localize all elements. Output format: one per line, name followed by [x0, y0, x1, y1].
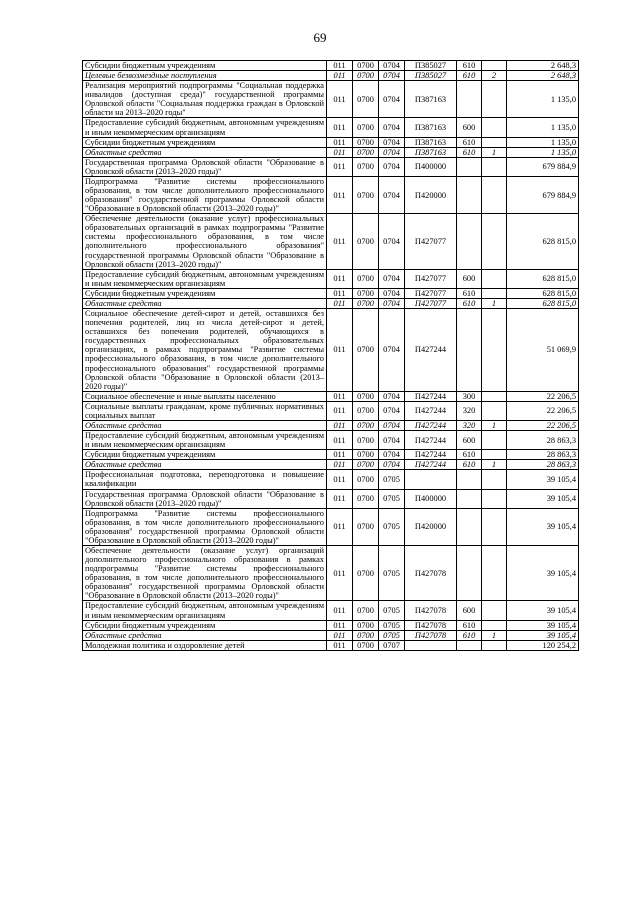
subsection-code-cell: 0704 [379, 401, 405, 420]
row-name-cell: Субсидии бюджетным учреждениям [83, 61, 327, 71]
section-code-cell: 0700 [353, 601, 379, 620]
funding-source-cell: 1 [482, 298, 507, 308]
subsection-code-cell: 0704 [379, 298, 405, 308]
funding-source-cell [482, 214, 507, 269]
target-article-cell: П427077 [405, 298, 457, 308]
target-article-cell: П387163 [405, 137, 457, 147]
table-row [83, 508, 579, 545]
amount-cell: 28 863,3 [507, 460, 579, 470]
amount-cell: 28 863,3 [507, 450, 579, 460]
target-article-cell: П387163 [405, 118, 457, 137]
section-code-cell: 0700 [353, 630, 379, 640]
row-name-cell: Предоставление субсидий бюджетным, автономным учреждениям и иным некоммерческим организациям [83, 269, 327, 288]
target-article-cell: П427244 [405, 460, 457, 470]
funding-source-cell [482, 137, 507, 147]
funding-source-cell [482, 489, 507, 508]
expense-type-cell: 610 [457, 61, 482, 71]
subsection-code-cell: 0704 [379, 450, 405, 460]
table-row [83, 545, 579, 600]
expense-type-cell: 320 [457, 420, 482, 430]
section-code-cell: 0700 [353, 288, 379, 298]
section-code-cell: 0700 [353, 157, 379, 176]
expense-type-cell [457, 640, 482, 650]
table-row [83, 431, 579, 450]
funding-source-cell: 1 [482, 420, 507, 430]
section-code-cell: 0700 [353, 81, 379, 118]
row-name-cell: Предоставление субсидий бюджетным, автономным учреждениям и иным некоммерческим организациям [83, 601, 327, 620]
row-name-cell: Целевые безвозмездные поступления [83, 71, 327, 81]
row-name-cell: Подпрограмма "Развитие системы профессионального образования, в том числе дополнительного профессионального образования" государственной программы Орловской области "Образование в Орловской области (2013–2020 годы)" [83, 508, 327, 545]
funding-source-cell [482, 391, 507, 401]
page-number: 69 [313, 30, 327, 45]
table-row [83, 630, 579, 640]
grbs-code-cell: 011 [327, 288, 353, 298]
grbs-code-cell: 011 [327, 61, 353, 71]
row-name-cell: Областные средства [83, 147, 327, 157]
funding-source-cell [482, 620, 507, 630]
table-row [83, 71, 579, 81]
table-row [83, 157, 579, 176]
subsection-code-cell: 0704 [379, 460, 405, 470]
grbs-code-cell: 011 [327, 71, 353, 81]
table-row [83, 137, 579, 147]
table-row [83, 288, 579, 298]
expense-type-cell [457, 81, 482, 118]
table-row [83, 176, 579, 213]
table-row [83, 450, 579, 460]
section-code-cell: 0700 [353, 309, 379, 392]
section-code-cell: 0700 [353, 118, 379, 137]
funding-source-cell [482, 309, 507, 392]
table-row [83, 391, 579, 401]
table-row [83, 309, 579, 392]
table-row [83, 118, 579, 137]
grbs-code-cell: 011 [327, 420, 353, 430]
row-name-cell: Субсидии бюджетным учреждениям [83, 450, 327, 460]
grbs-code-cell: 011 [327, 450, 353, 460]
subsection-code-cell: 0704 [379, 214, 405, 269]
expense-type-cell: 600 [457, 601, 482, 620]
funding-source-cell [482, 288, 507, 298]
row-name-cell: Подпрограмма "Развитие системы профессионального образования, в том числе дополнительного профессионального образования" государственной программы Орловской области "Образование в Орловской области (2013–2020 годы)" [83, 176, 327, 213]
table-row [83, 298, 579, 308]
section-code-cell: 0700 [353, 176, 379, 213]
table-row [83, 81, 579, 118]
expense-type-cell [457, 176, 482, 213]
amount-cell: 1 135,0 [507, 81, 579, 118]
subsection-code-cell: 0704 [379, 147, 405, 157]
expense-type-cell: 610 [457, 620, 482, 630]
target-article-cell: П427244 [405, 401, 457, 420]
subsection-code-cell: 0704 [379, 61, 405, 71]
funding-source-cell [482, 508, 507, 545]
section-code-cell: 0700 [353, 489, 379, 508]
section-code-cell: 0700 [353, 214, 379, 269]
target-article-cell: П385027 [405, 71, 457, 81]
expense-type-cell: 610 [457, 450, 482, 460]
funding-source-cell [482, 401, 507, 420]
target-article-cell: П427077 [405, 214, 457, 269]
row-name-cell: Субсидии бюджетным учреждениям [83, 137, 327, 147]
subsection-code-cell: 0704 [379, 71, 405, 81]
amount-cell: 628 815,0 [507, 298, 579, 308]
section-code-cell: 0700 [353, 269, 379, 288]
expense-type-cell: 610 [457, 137, 482, 147]
expense-type-cell [457, 545, 482, 600]
target-article-cell: П400000 [405, 489, 457, 508]
row-name-cell: Субсидии бюджетным учреждениям [83, 620, 327, 630]
grbs-code-cell: 011 [327, 118, 353, 137]
row-name-cell: Молодежная политика и оздоровление детей [83, 640, 327, 650]
table-row [83, 269, 579, 288]
funding-source-cell: 1 [482, 147, 507, 157]
expense-type-cell [457, 309, 482, 392]
subsection-code-cell: 0705 [379, 545, 405, 600]
section-code-cell: 0700 [353, 401, 379, 420]
amount-cell: 628 815,0 [507, 288, 579, 298]
funding-source-cell [482, 470, 507, 489]
table-row [83, 640, 579, 650]
funding-source-cell [482, 118, 507, 137]
section-code-cell: 0700 [353, 137, 379, 147]
section-code-cell: 0700 [353, 298, 379, 308]
row-name-cell: Обеспечение деятельности (оказание услуг) организаций дополнительного профессионального образования в рамках подпрограммы "Развитие системы профессионального образования, в том числе дополнительного профессионального образования" государственной программы Орловской области "Образование в Орловской области (2013–2020 годы)" [83, 545, 327, 600]
row-name-cell: Обеспечение деятельности (оказание услуг) профессиональных образовательных организаций в рамках подпрограммы "Развитие системы профессионального образования, в том числе дополнительного профессионального образования" государственной программы Орловской области "Образование в Орловской области (2013–2020 годы)" [83, 214, 327, 269]
amount-cell: 39 105,4 [507, 508, 579, 545]
subsection-code-cell: 0707 [379, 640, 405, 650]
section-code-cell: 0700 [353, 450, 379, 460]
target-article-cell: П400000 [405, 157, 457, 176]
expense-type-cell: 610 [457, 288, 482, 298]
grbs-code-cell: 011 [327, 391, 353, 401]
section-code-cell: 0700 [353, 391, 379, 401]
subsection-code-cell: 0704 [379, 420, 405, 430]
target-article-cell: П420000 [405, 176, 457, 213]
subsection-code-cell: 0705 [379, 620, 405, 630]
funding-source-cell [482, 81, 507, 118]
grbs-code-cell: 011 [327, 309, 353, 392]
target-article-cell [405, 470, 457, 489]
target-article-cell: П427077 [405, 288, 457, 298]
grbs-code-cell: 011 [327, 81, 353, 118]
section-code-cell: 0700 [353, 61, 379, 71]
grbs-code-cell: 011 [327, 431, 353, 450]
amount-cell: 51 069,9 [507, 309, 579, 392]
target-article-cell: П427244 [405, 450, 457, 460]
row-name-cell: Социальное обеспечение и иные выплаты населению [83, 391, 327, 401]
expense-type-cell: 610 [457, 630, 482, 640]
grbs-code-cell: 011 [327, 298, 353, 308]
budget-table [82, 60, 579, 651]
subsection-code-cell: 0705 [379, 470, 405, 489]
funding-source-cell [482, 176, 507, 213]
amount-cell: 39 105,4 [507, 489, 579, 508]
grbs-code-cell: 011 [327, 157, 353, 176]
subsection-code-cell: 0705 [379, 508, 405, 545]
funding-source-cell: 2 [482, 71, 507, 81]
amount-cell: 1 135,0 [507, 147, 579, 157]
section-code-cell: 0700 [353, 470, 379, 489]
subsection-code-cell: 0704 [379, 269, 405, 288]
subsection-code-cell: 0705 [379, 630, 405, 640]
table-row [83, 489, 579, 508]
table-row [83, 420, 579, 430]
amount-cell: 39 105,4 [507, 630, 579, 640]
row-name-cell: Субсидии бюджетным учреждениям [83, 288, 327, 298]
funding-source-cell [482, 431, 507, 450]
amount-cell: 22 206,5 [507, 420, 579, 430]
funding-source-cell: 1 [482, 630, 507, 640]
target-article-cell: П427244 [405, 420, 457, 430]
funding-source-cell: 1 [482, 460, 507, 470]
amount-cell: 28 863,3 [507, 431, 579, 450]
amount-cell: 22 206,5 [507, 401, 579, 420]
grbs-code-cell: 011 [327, 176, 353, 213]
expense-type-cell: 610 [457, 460, 482, 470]
funding-source-cell [482, 61, 507, 71]
grbs-code-cell: 011 [327, 137, 353, 147]
amount-cell: 679 884,9 [507, 157, 579, 176]
target-article-cell [405, 640, 457, 650]
amount-cell: 39 105,4 [507, 601, 579, 620]
expense-type-cell [457, 214, 482, 269]
amount-cell: 679 884,9 [507, 176, 579, 213]
subsection-code-cell: 0704 [379, 309, 405, 392]
expense-type-cell [457, 470, 482, 489]
table-row [83, 147, 579, 157]
row-name-cell: Областные средства [83, 298, 327, 308]
target-article-cell: П427244 [405, 391, 457, 401]
row-name-cell: Предоставление субсидий бюджетным, автономным учреждениям и иным некоммерческим организациям [83, 431, 327, 450]
row-name-cell: Предоставление субсидий бюджетным, автономным учреждениям и иным некоммерческим организациям [83, 118, 327, 137]
expense-type-cell: 610 [457, 298, 482, 308]
table-row [83, 214, 579, 269]
row-name-cell: Социальное обеспечение детей-сирот и детей, оставшихся без попечения родителей, лиц из числа детей-сирот и детей, оставшихся без попечения родителей, обучающихся в государственных профессиональных образовательных организациях, в рамках подпрограммы "Развитие системы профессионального образования, в том числе дополнительного профессионального образования" государственной программы Орловской области "Образование в Орловской области (2013–2020 годы)" [83, 309, 327, 392]
grbs-code-cell: 011 [327, 489, 353, 508]
target-article-cell: П427078 [405, 630, 457, 640]
amount-cell: 120 254,2 [507, 640, 579, 650]
target-article-cell: П387163 [405, 81, 457, 118]
grbs-code-cell: 011 [327, 620, 353, 630]
grbs-code-cell: 011 [327, 147, 353, 157]
section-code-cell: 0700 [353, 420, 379, 430]
table-row [83, 61, 579, 71]
expense-type-cell [457, 157, 482, 176]
target-article-cell: П420000 [405, 508, 457, 545]
row-name-cell: Государственная программа Орловской области "Образование в Орловской области (2013–2020 годы)" [83, 157, 327, 176]
row-name-cell: Социальные выплаты гражданам, кроме публичных нормативных социальных выплат [83, 401, 327, 420]
row-name-cell: Областные средства [83, 630, 327, 640]
table-row [83, 620, 579, 630]
target-article-cell: П387163 [405, 147, 457, 157]
funding-source-cell [482, 450, 507, 460]
row-name-cell: Государственная программа Орловской области "Образование в Орловской области (2013–2020 годы)" [83, 489, 327, 508]
amount-cell: 39 105,4 [507, 470, 579, 489]
subsection-code-cell: 0704 [379, 391, 405, 401]
section-code-cell: 0700 [353, 545, 379, 600]
section-code-cell: 0700 [353, 460, 379, 470]
subsection-code-cell: 0704 [379, 118, 405, 137]
subsection-code-cell: 0704 [379, 176, 405, 213]
row-name-cell: Профессиональная подготовка, переподготовка и повышение квалификации [83, 470, 327, 489]
subsection-code-cell: 0704 [379, 288, 405, 298]
grbs-code-cell: 011 [327, 601, 353, 620]
subsection-code-cell: 0704 [379, 431, 405, 450]
table-row [83, 401, 579, 420]
row-name-cell: Реализация мероприятий подпрограммы "Социальная поддержка инвалидов (доступная среда)" государственной программы Орловской области "Социальная поддержка граждан в Орловской области на 2013–2020 годы" [83, 81, 327, 118]
amount-cell: 2 648,3 [507, 71, 579, 81]
grbs-code-cell: 011 [327, 508, 353, 545]
target-article-cell: П427078 [405, 601, 457, 620]
amount-cell: 628 815,0 [507, 214, 579, 269]
grbs-code-cell: 011 [327, 630, 353, 640]
target-article-cell: П385027 [405, 61, 457, 71]
expense-type-cell: 320 [457, 401, 482, 420]
section-code-cell: 0700 [353, 147, 379, 157]
subsection-code-cell: 0705 [379, 601, 405, 620]
amount-cell: 39 105,4 [507, 620, 579, 630]
subsection-code-cell: 0705 [379, 489, 405, 508]
grbs-code-cell: 011 [327, 214, 353, 269]
expense-type-cell: 610 [457, 147, 482, 157]
table-body [83, 61, 579, 651]
amount-cell: 2 648,3 [507, 61, 579, 71]
expense-type-cell: 600 [457, 269, 482, 288]
grbs-code-cell: 011 [327, 269, 353, 288]
expense-type-cell: 610 [457, 71, 482, 81]
funding-source-cell [482, 601, 507, 620]
target-article-cell: П427244 [405, 309, 457, 392]
subsection-code-cell: 0704 [379, 157, 405, 176]
target-article-cell: П427077 [405, 269, 457, 288]
section-code-cell: 0700 [353, 431, 379, 450]
funding-source-cell [482, 269, 507, 288]
table-row [83, 470, 579, 489]
table-row [83, 460, 579, 470]
funding-source-cell [482, 640, 507, 650]
amount-cell: 628 815,0 [507, 269, 579, 288]
expense-type-cell: 600 [457, 431, 482, 450]
table-row [83, 601, 579, 620]
section-code-cell: 0700 [353, 620, 379, 630]
amount-cell: 39 105,4 [507, 545, 579, 600]
grbs-code-cell: 011 [327, 470, 353, 489]
amount-cell: 1 135,0 [507, 137, 579, 147]
grbs-code-cell: 011 [327, 545, 353, 600]
row-name-cell: Областные средства [83, 420, 327, 430]
funding-source-cell [482, 545, 507, 600]
target-article-cell: П427078 [405, 545, 457, 600]
funding-source-cell [482, 157, 507, 176]
grbs-code-cell: 011 [327, 401, 353, 420]
target-article-cell: П427078 [405, 620, 457, 630]
expense-type-cell [457, 489, 482, 508]
row-name-cell: Областные средства [83, 460, 327, 470]
amount-cell: 22 206,5 [507, 391, 579, 401]
expense-type-cell [457, 508, 482, 545]
expense-type-cell: 300 [457, 391, 482, 401]
target-article-cell: П427244 [405, 431, 457, 450]
expense-type-cell: 600 [457, 118, 482, 137]
section-code-cell: 0700 [353, 71, 379, 81]
subsection-code-cell: 0704 [379, 137, 405, 147]
subsection-code-cell: 0704 [379, 81, 405, 118]
grbs-code-cell: 011 [327, 640, 353, 650]
grbs-code-cell: 011 [327, 460, 353, 470]
section-code-cell: 0700 [353, 640, 379, 650]
section-code-cell: 0700 [353, 508, 379, 545]
amount-cell: 1 135,0 [507, 118, 579, 137]
